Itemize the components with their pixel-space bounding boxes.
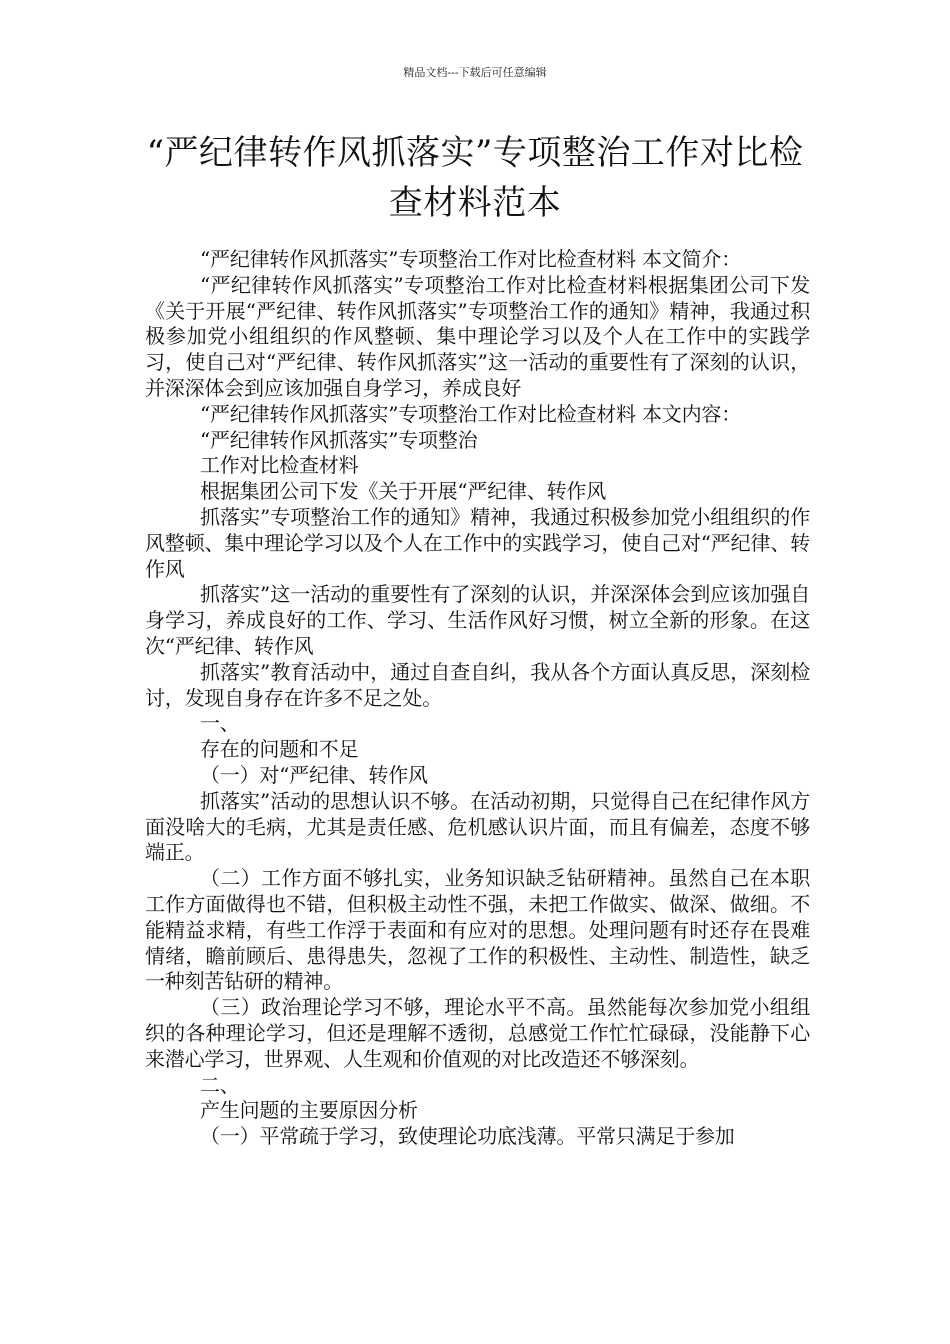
section-heading: 产生问题的主要原因分析: [200, 1098, 418, 1123]
paragraph: 抓落实”这一活动的重要性有了深刻的认识，并深深体会到应该加强自身学习，养成良好的工作、学习、生活作风好习惯，树立全新的形象。在这次“严纪律、转作风: [145, 582, 810, 658]
paragraph: “严纪律转作风抓落实”专项整治: [200, 427, 478, 452]
paragraph: （一）对“严纪律、转作风: [200, 762, 428, 787]
paragraph: （二）工作方面不够扎实，业务知识缺乏钻研精神。虽然自己在本职工作方面做得也不错，但积极主动性不强，未把工作做实、做深、做细。不能精益求精，有些工作浮于表面和有应对的思想。处理问题有时还存在畏难情绪，瞻前顾后、患得患失，忽视了工作的积极性、主动性、制造性，缺乏一种刻苦钻研的精神。: [145, 866, 810, 994]
paragraph: （一）平常疏于学习，致使理论功底浅薄。平常只满足于参加: [200, 1124, 735, 1149]
section-number: 一、: [200, 711, 240, 736]
section-number: 二、: [200, 1072, 240, 1097]
document-title: “严纪律转作风抓落实”专项整治工作对比检查材料范本: [146, 133, 804, 223]
paragraph: “严纪律转作风抓落实”专项整治工作对比检查材料 本文简介：: [200, 247, 742, 271]
paragraph: 抓落实”专项整治工作的通知》精神，我通过积极参加党小组组织的作风整顿、集中理论学习以及个人在工作中的实践学习，使自己对“严纪律、转作风: [145, 504, 810, 581]
header-note: 精品文档---下载后可任意编辑: [403, 66, 547, 79]
document-body: [145, 247, 810, 1150]
paragraph: “严纪律转作风抓落实”专项整治工作对比检查材料根据集团公司下发《关于开展“严纪律、转作风抓落实”专项整治工作的通知》精神，我通过积极参加党小组组织的作风整顿、集中理论学习以及个人在工作中的实践学习，使自己对“严纪律、转作风抓落实”这一活动的重要性有了深刻的认识，并深深体会到应该加强自身学习，养成良好: [145, 272, 810, 400]
paragraph: “严纪律转作风抓落实”专项整治工作对比检查材料 本文内容：: [200, 401, 742, 426]
section-heading: 存在的问题和不足: [200, 737, 359, 762]
paragraph: 抓落实”教育活动中，通过自查自纠，我从各个方面认真反思，深刻检讨，发现自身存在许多不足之处。: [145, 659, 810, 710]
paragraph: 抓落实”活动的思想认识不够。在活动初期，只觉得自己在纪律作风方面没啥大的毛病，尤其是责任感、危机感认识片面，而且有偏差，态度不够端正。: [145, 788, 810, 865]
paragraph: （三）政治理论学习不够，理论水平不高。虽然能每次参加党小组组织的各种理论学习，但还是理解不透彻，总感觉工作忙忙碌碌，没能静下心来潜心学习，世界观、人生观和价值观的对比改造还不够深刻。: [145, 995, 810, 1071]
paragraph: 工作对比检查材料: [200, 453, 359, 478]
paragraph: 根据集团公司下发《关于开展“严纪律、转作风: [200, 479, 607, 504]
